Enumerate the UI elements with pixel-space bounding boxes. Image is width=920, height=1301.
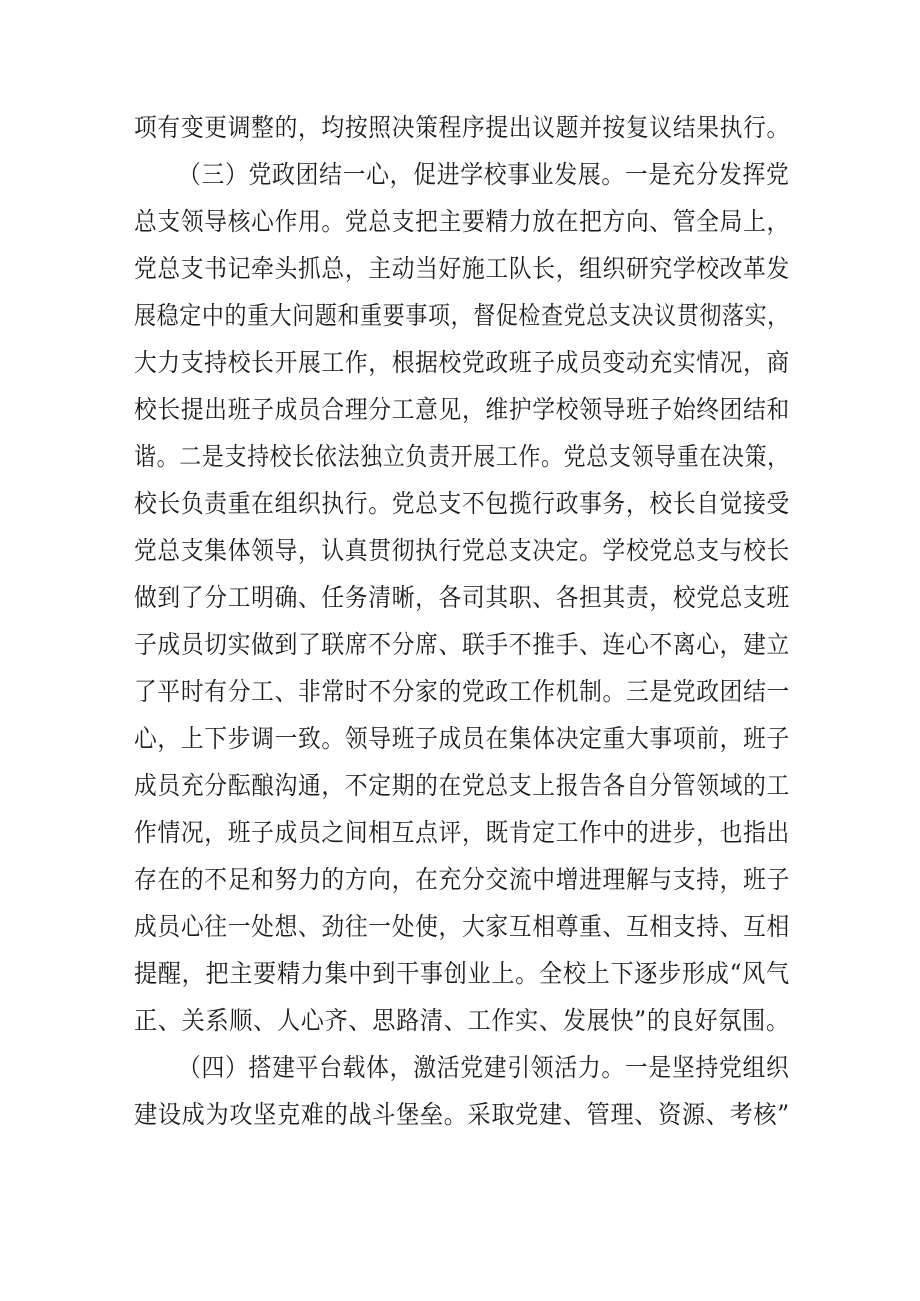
text-line: 成员充分酝酿沟通，不定期的在党总支上报告各自分管领域的工 <box>134 771 790 800</box>
text-line: 建设成为攻坚克难的战斗堡垒。采取党建、管理、资源、考核” <box>134 1100 790 1129</box>
text-line: 了平时有分工、非常时不分家的党政工作机制。三是党政团结一 <box>134 677 790 706</box>
text-line: 展稳定中的重大问题和重要事项，督促检查党总支决议贯彻落实， <box>134 301 790 330</box>
text-line: 正、关系顺、人心齐、思路清、工作实、发展快”的良好氛围。 <box>134 1006 790 1035</box>
text-line: 项有变更调整的，均按照决策程序提出议题并按复议结果执行。 <box>134 113 790 142</box>
text-line: 谐。二是支持校长依法独立负责开展工作。党总支领导重在决策， <box>134 442 790 471</box>
text-line: 作情况，班子成员之间相互点评，既肯定工作中的进步，也指出 <box>134 818 790 847</box>
text-line: 大力支持校长开展工作，根据校党政班子成员变动充实情况，商 <box>134 348 790 377</box>
text-line: 成员心往一处想、劲往一处使，大家互相尊重、互相支持、互相 <box>134 912 790 941</box>
text-line: 做到了分工明确、任务清晰，各司其职、各担其责，校党总支班 <box>134 583 790 612</box>
text-line: 党总支书记牵头抓总，主动当好施工队长，组织研究学校改革发 <box>134 254 790 283</box>
text-line: 党总支集体领导，认真贯彻执行党总支决定。学校党总支与校长 <box>134 536 790 565</box>
text-line: 校长负责重在组织执行。党总支不包揽行政事务，校长自觉接受 <box>134 489 790 518</box>
text-line: 总支领导核心作用。党总支把主要精力放在把方向、管全局上， <box>134 207 790 236</box>
text-line: 校长提出班子成员合理分工意见，维护学校领导班子始终团结和 <box>134 395 790 424</box>
text-line: 子成员切实做到了联席不分席、联手不推手、连心不离心，建立 <box>134 630 790 659</box>
text-line: 心，上下步调一致。领导班子成员在集体决定重大事项前，班子 <box>134 724 790 753</box>
paragraph-heading-line: （三）党政团结一心，促进学校事业发展。一是充分发挥党 <box>178 160 790 189</box>
paragraph-heading-line: （四）搭建平台载体，激活党建引领活力。一是坚持党组织 <box>178 1053 790 1082</box>
text-line: 存在的不足和努力的方向，在充分交流中增进理解与支持，班子 <box>134 865 790 894</box>
text-line: 提醒，把主要精力集中到干事创业上。全校上下逐步形成“风气 <box>134 959 790 988</box>
